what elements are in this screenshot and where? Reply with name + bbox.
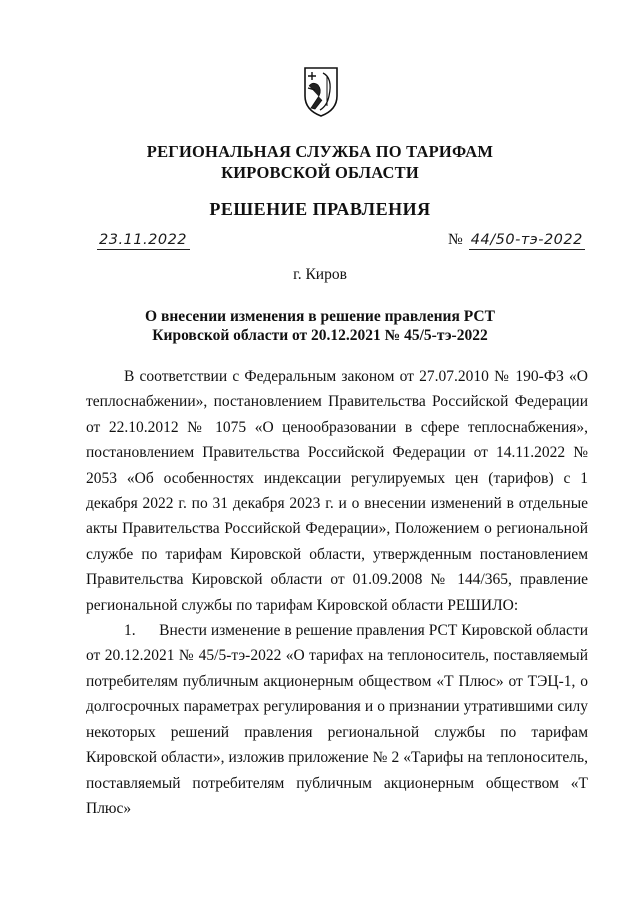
organization-name-line1: РЕГИОНАЛЬНАЯ СЛУЖБА ПО ТАРИФАМ [146, 142, 494, 161]
item-1-paragraph: 1. Внести изменение в решение правления РСТ Кировской области от 20.12.2021 № 45/5-тэ-2022 «О тарифах на теплоноситель, поставляемый потребителям публичным акционерным обществом «Т Плюс» от ТЭЦ-1, о долгосрочных параметрах регулирования и о признании утратившими силу некоторых решений правления региональной службы по тарифам Кировской области», изложив приложение № 2 «Тарифы на теплоноситель, поставляемый потребителям публичным акционерным обществом «Т Плюс» [86, 622, 588, 817]
document-number-value: 44/50-тэ-2022 [470, 232, 583, 248]
coat-of-arms-icon [303, 66, 339, 118]
subject-line2: Кировской области от 20.12.2021 № 45/5-тэ-2022 [152, 327, 488, 344]
subject-line1: О внесении изменения в решение правления РСТ [145, 308, 495, 325]
city: г. Киров [293, 266, 347, 283]
number-prefix: № [448, 231, 463, 248]
document-number [448, 231, 585, 250]
document-type: РЕШЕНИЕ ПРАВЛЕНИЯ [209, 199, 431, 219]
document-subject [0, 307, 640, 345]
preamble-paragraph: В соответствии с Федеральным законом от 27.07.2010 № 190-ФЗ «О теплоснабжении», постановлением Правительства Российской Федерации от 22.10.2012 № 1075 «О ценообразовании в сфере теплоснабжения», постановлением Правительства Российской Федерации от 14.11.2022 № 2053 «Об особенностях индексации регулируемых цен (тарифов) с 1 декабря 2022 г. по 31 декабря 2023 г. и о внесении изменений в отдельные акты Правительства Российской Федерации», Положением о региональной службе по тарифам Кировской области, утвержденным постановлением Правительства Кировской области от 01.09.2008 № 144/365, правление региональной службы по тарифам Кировской области РЕШИЛО: [86, 368, 588, 614]
document-body [86, 364, 588, 821]
document-date [97, 231, 190, 250]
organization-name-line2: КИРОВСКОЙ ОБЛАСТИ [221, 163, 419, 182]
document-date-value: 23.11.2022 [97, 232, 190, 250]
